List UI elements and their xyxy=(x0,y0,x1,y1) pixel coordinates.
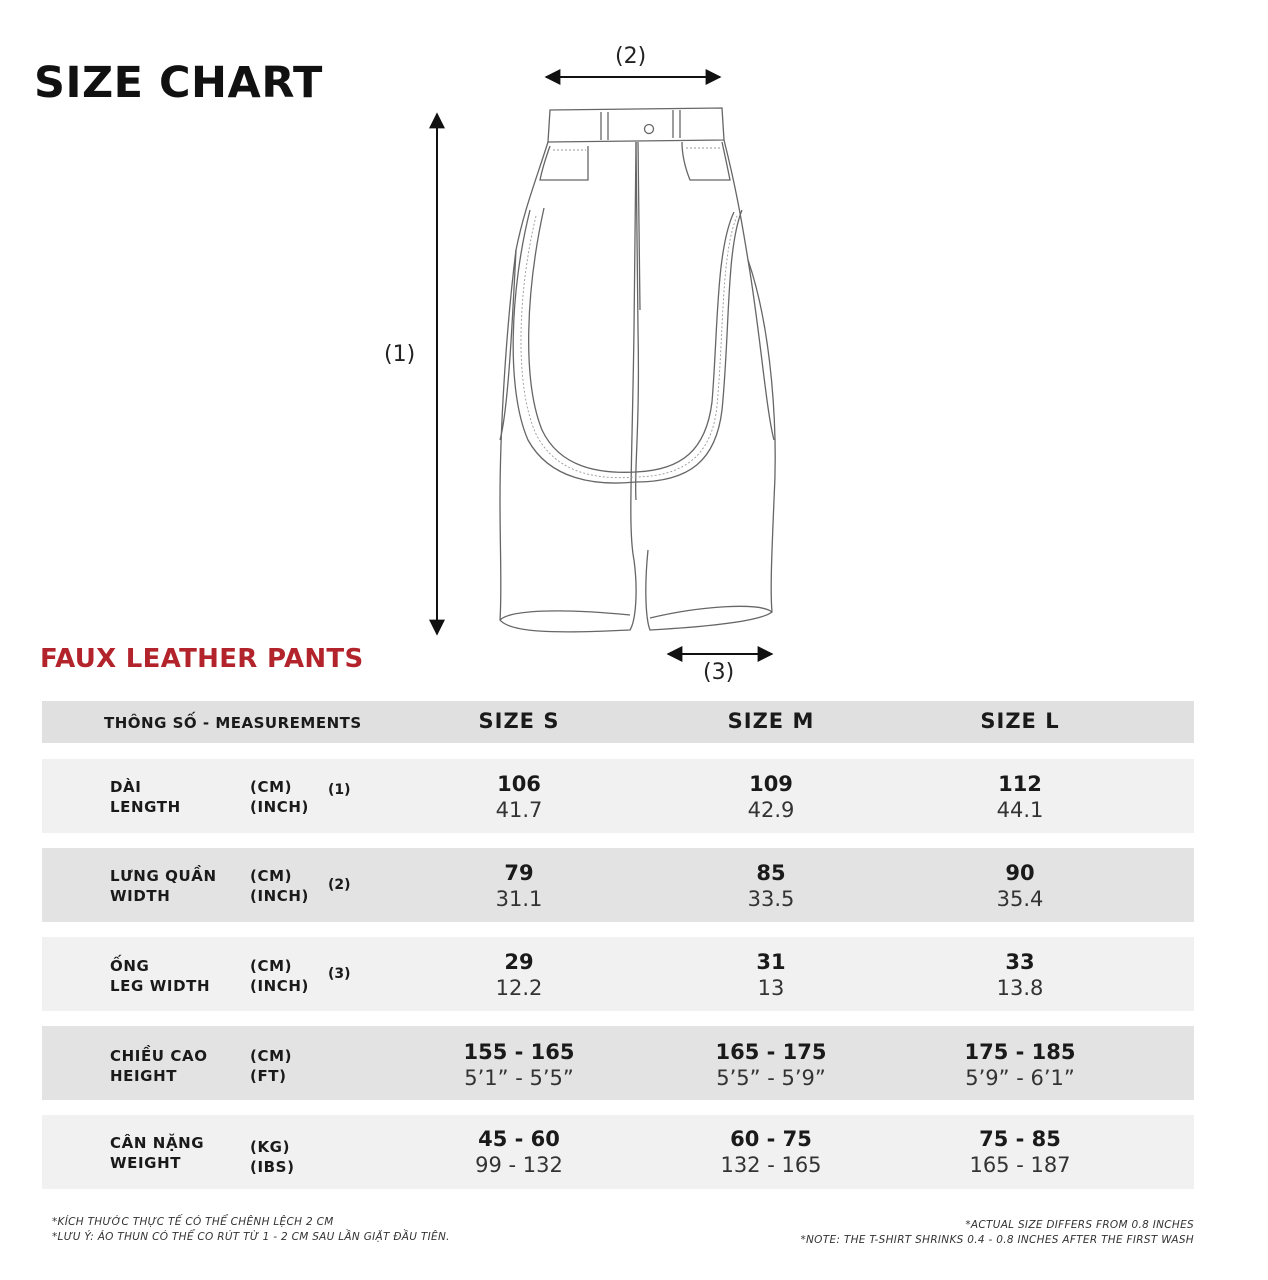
value-s: 106 41.7 xyxy=(495,772,543,822)
row-units: (CM) (FT) xyxy=(250,1047,293,1085)
note-size-difference-vi: *KÍCH THƯỚC THỰC TẾ CÓ THỂ CHÊNH LỆCH 2 CM xyxy=(52,1216,334,1228)
value-s: 155 - 165 5’1” - 5’5” xyxy=(463,1040,575,1090)
value-l: 112 44.1 xyxy=(996,772,1044,822)
row-label: DÀI LENGTH xyxy=(110,778,181,816)
row-label: CHIỀU CAO HEIGHT xyxy=(110,1047,208,1085)
measurements-header: THÔNG SỐ - MEASUREMENTS xyxy=(104,714,362,732)
row-label: CÂN NẶNG WEIGHT xyxy=(110,1134,205,1172)
value-m: 60 - 75 132 - 165 xyxy=(720,1127,822,1177)
value-s: 79 31.1 xyxy=(495,861,543,911)
row-ref: (2) xyxy=(328,877,351,893)
value-m: 109 42.9 xyxy=(747,772,795,822)
table-header xyxy=(42,701,1194,743)
row-label: ỐNG LEG WIDTH xyxy=(110,957,211,995)
row-label: LƯNG QUẦN WIDTH xyxy=(110,867,217,905)
row-ref: (1) xyxy=(328,782,351,798)
notes-vietnamese xyxy=(52,1215,450,1245)
width-marker: (2) xyxy=(615,44,647,69)
row-units: (CM) (INCH) xyxy=(250,867,310,905)
value-l: 90 35.4 xyxy=(996,861,1044,911)
row-ref: (3) xyxy=(328,966,351,982)
table-row-width xyxy=(42,848,1194,922)
value-l: 75 - 85 165 - 187 xyxy=(969,1127,1071,1177)
leg-width-marker: (3) xyxy=(703,660,735,685)
value-m: 165 - 175 5’5” - 5’9” xyxy=(715,1040,827,1090)
note-shrink-en: *NOTE: THE T-SHIRT SHRINKS 0.4 - 0.8 INCHES AFTER THE FIRST WASH xyxy=(800,1234,1194,1246)
pants-illustration xyxy=(360,30,820,700)
size-m-header: SIZE M xyxy=(727,709,815,733)
value-m: 85 33.5 xyxy=(747,861,795,911)
row-units: (CM) (INCH) xyxy=(250,957,310,995)
pants-diagram xyxy=(360,30,820,700)
note-shrink-vi: *LƯU Ý: ÁO THUN CÓ THỂ CO RÚT TỪ 1 - 2 CM SAU LẦN GIẶT ĐẦU TIÊN. xyxy=(52,1231,450,1243)
product-name: FAUX LEATHER PANTS xyxy=(40,644,364,674)
table-row-weight xyxy=(42,1115,1194,1189)
size-s-header: SIZE S xyxy=(478,709,560,733)
note-size-difference-en: *ACTUAL SIZE DIFFERS FROM 0.8 INCHES xyxy=(965,1219,1194,1231)
value-s: 45 - 60 99 - 132 xyxy=(475,1127,563,1177)
size-l-header: SIZE L xyxy=(980,709,1060,733)
length-marker: (1) xyxy=(384,342,416,367)
value-l: 175 - 185 5’9” - 6’1” xyxy=(964,1040,1076,1090)
value-s: 29 12.2 xyxy=(495,950,543,1000)
row-units: (KG) (IBS) xyxy=(250,1138,295,1176)
value-m: 31 13 xyxy=(756,950,786,1000)
notes-english xyxy=(800,1218,1194,1248)
table-row-leg-width xyxy=(42,937,1194,1011)
row-units: (CM) (INCH) xyxy=(250,778,310,816)
table-row-height xyxy=(42,1026,1194,1100)
table-row-length xyxy=(42,759,1194,833)
page-title: SIZE CHART xyxy=(34,58,323,108)
value-l: 33 13.8 xyxy=(996,950,1044,1000)
